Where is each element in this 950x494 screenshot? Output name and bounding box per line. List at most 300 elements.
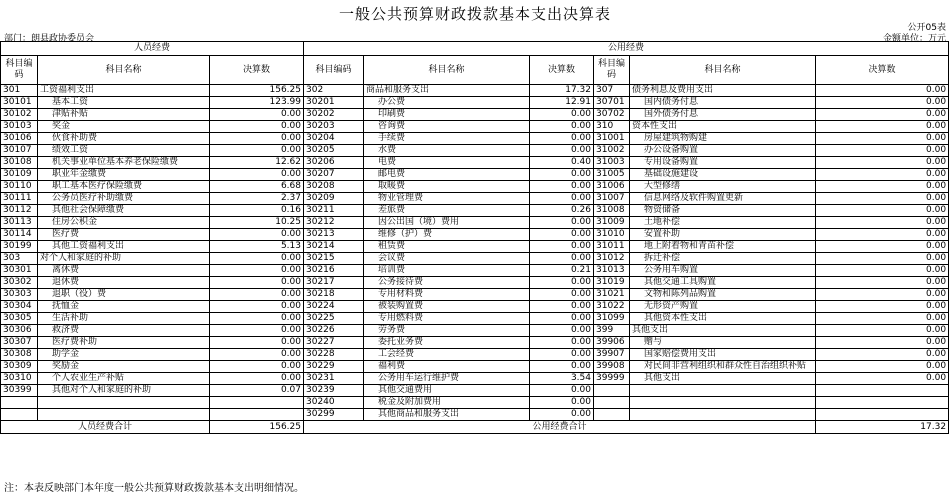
amount-value: 0.00 (816, 325, 949, 337)
form-number: 公开05表 (907, 23, 946, 33)
footnote: 注：本表反映部门本年度一般公共预算财政拨款基本支出明细情况。 (4, 483, 304, 494)
subject-code: 30109 (1, 169, 38, 181)
subject-code: 30212 (304, 217, 364, 229)
subject-name: 赠与 (630, 337, 816, 349)
subject-name: 机关事业单位基本养老保险缴费 (38, 157, 210, 169)
subject-code (594, 409, 630, 421)
page-title: 一般公共预算财政拨款基本支出决算表 (338, 5, 611, 23)
subject-code: 30112 (1, 205, 38, 217)
amount-value: 0.26 (530, 205, 594, 217)
code-header: 科目编码 (1, 56, 38, 85)
subject-name: 医疗费补助 (38, 337, 210, 349)
subject-name: 医疗费 (38, 229, 210, 241)
subject-name (630, 409, 816, 421)
table-row (1, 133, 949, 145)
subject-code: 31005 (594, 169, 630, 181)
subject-name: 租赁费 (364, 241, 530, 253)
subject-code: 31009 (594, 217, 630, 229)
subject-name: 商品和服务支出 (364, 85, 530, 97)
table-row (1, 313, 949, 325)
subject-name: 培训费 (364, 265, 530, 277)
subject-name: 伙食补助费 (38, 133, 210, 145)
subject-code: 30302 (1, 277, 38, 289)
subject-code: 30201 (304, 97, 364, 109)
subject-code: 30199 (1, 241, 38, 253)
amount-value: 0.16 (210, 205, 304, 217)
amount-value: 0.00 (530, 253, 594, 265)
personnel-total-label: 人员经费合计 (1, 421, 210, 434)
subject-name: 其他对个人和家庭的补助 (38, 385, 210, 397)
subject-name: 被装购置费 (364, 301, 530, 313)
table-row (1, 181, 949, 193)
subject-code: 30209 (304, 193, 364, 205)
subject-name: 水费 (364, 145, 530, 157)
amount-value: 0.00 (210, 121, 304, 133)
subject-code: 31010 (594, 229, 630, 241)
amount-value: 0.00 (816, 229, 949, 241)
subject-code: 30304 (1, 301, 38, 313)
amount-value: 0.00 (816, 289, 949, 301)
subject-name: 国家赔偿费用支出 (630, 349, 816, 361)
subject-code: 30702 (594, 109, 630, 121)
subject-name: 咨询费 (364, 121, 530, 133)
subject-code: 30114 (1, 229, 38, 241)
amount-value: 0.00 (530, 109, 594, 121)
subject-code: 30310 (1, 373, 38, 385)
subject-name: 其他资本性支出 (630, 313, 816, 325)
table-row (1, 109, 949, 121)
subject-name: 抚恤金 (38, 301, 210, 313)
amount-value: 0.00 (530, 277, 594, 289)
subject-code: 31019 (594, 277, 630, 289)
subject-name: 差旅费 (364, 205, 530, 217)
subject-name: 公务员医疗补助缴费 (38, 193, 210, 205)
amount-value: 0.00 (210, 373, 304, 385)
subject-name (38, 409, 210, 421)
subject-name: 个人农业生产补贴 (38, 373, 210, 385)
subject-code (594, 385, 630, 397)
subject-code: 30206 (304, 157, 364, 169)
amount-value: 0.00 (816, 277, 949, 289)
subject-name: 绩效工资 (38, 145, 210, 157)
amount-value: 0.00 (530, 349, 594, 361)
table-row (1, 121, 949, 133)
subject-code: 30217 (304, 277, 364, 289)
amount-value: 0.00 (816, 193, 949, 205)
subject-name: 劳务费 (364, 325, 530, 337)
amount-value: 0.00 (816, 373, 949, 385)
subject-code: 30207 (304, 169, 364, 181)
amount-value: 0.00 (530, 217, 594, 229)
subject-code: 39906 (594, 337, 630, 349)
department-label: 部门：朗县政协委员会 (4, 34, 95, 44)
subject-name: 离休费 (38, 265, 210, 277)
amount-value: 17.32 (530, 85, 594, 97)
amount-value: 0.00 (816, 205, 949, 217)
subject-code: 30213 (304, 229, 364, 241)
subject-name: 对民间非营利组织和群众性自治组织补贴 (630, 361, 816, 373)
table-row (1, 97, 949, 109)
amount-value: 0.00 (210, 313, 304, 325)
amount-value: 0.00 (816, 349, 949, 361)
subject-code: 30231 (304, 373, 364, 385)
amount-value: 0.40 (530, 157, 594, 169)
amount-value: 0.00 (210, 169, 304, 181)
amount-value: 0.00 (530, 397, 594, 409)
subject-name: 办公费 (364, 97, 530, 109)
subject-code: 30216 (304, 265, 364, 277)
subject-name: 专用燃料费 (364, 313, 530, 325)
subject-code: 30113 (1, 217, 38, 229)
code-header: 科目编码 (594, 56, 630, 85)
subject-name: 福利费 (364, 361, 530, 373)
subject-name: 其他工资福利支出 (38, 241, 210, 253)
subject-name (630, 385, 816, 397)
subject-code: 31002 (594, 145, 630, 157)
subject-name: 房屋建筑物购建 (630, 133, 816, 145)
table-row (1, 409, 949, 421)
totals-row (1, 421, 949, 434)
amount-value: 0.00 (530, 409, 594, 421)
subject-name: 物资储备 (630, 205, 816, 217)
amount-value: 0.00 (210, 133, 304, 145)
subject-code: 31011 (594, 241, 630, 253)
subject-code: 31013 (594, 265, 630, 277)
subject-name: 委托业务费 (364, 337, 530, 349)
table-row (1, 289, 949, 301)
subject-name: 信息网络及软件购置更新 (630, 193, 816, 205)
subject-code: 30229 (304, 361, 364, 373)
amount-value: 0.00 (816, 145, 949, 157)
subject-code: 30204 (304, 133, 364, 145)
amount-value: 0.00 (530, 133, 594, 145)
amount-value: 10.25 (210, 217, 304, 229)
subject-code: 30308 (1, 349, 38, 361)
amount-value (816, 397, 949, 409)
subject-name: 电费 (364, 157, 530, 169)
subject-name: 基本工资 (38, 97, 210, 109)
table-row (1, 301, 949, 313)
amount-value: 0.00 (816, 133, 949, 145)
amount-header: 决算数 (210, 56, 304, 85)
name-header: 科目名称 (38, 56, 210, 85)
amount-value: 0.00 (210, 361, 304, 373)
subject-code: 310 (594, 121, 630, 133)
amount-value: 0.00 (816, 241, 949, 253)
amount-value: 0.00 (816, 253, 949, 265)
subject-code: 30108 (1, 157, 38, 169)
subject-name: 其他社会保障缴费 (38, 205, 210, 217)
subject-code: 31099 (594, 313, 630, 325)
amount-value: 12.62 (210, 157, 304, 169)
amount-value: 0.00 (530, 169, 594, 181)
subject-name: 文物和陈列品购置 (630, 289, 816, 301)
amount-value: 0.00 (816, 181, 949, 193)
subject-name: 工资福利支出 (38, 85, 210, 97)
table-row (1, 265, 949, 277)
amount-value: 123.99 (210, 97, 304, 109)
amount-value (210, 397, 304, 409)
amount-value (210, 409, 304, 421)
subject-code: 30227 (304, 337, 364, 349)
subject-name (38, 397, 210, 409)
amount-value: 0.00 (816, 301, 949, 313)
amount-value: 0.00 (816, 121, 949, 133)
subject-code: 30205 (304, 145, 364, 157)
table-row (1, 253, 949, 265)
subject-name: 公务接待费 (364, 277, 530, 289)
subject-code (594, 397, 630, 409)
subject-name: 国内债务付息 (630, 97, 816, 109)
subject-name: 生活补助 (38, 313, 210, 325)
amount-value: 0.00 (530, 325, 594, 337)
table-row (1, 145, 949, 157)
amount-value: 0.00 (530, 301, 594, 313)
subject-code: 30224 (304, 301, 364, 313)
table-row (1, 193, 949, 205)
subject-code: 31021 (594, 289, 630, 301)
subject-code: 30111 (1, 193, 38, 205)
amount-value: 0.00 (210, 145, 304, 157)
amount-value: 12.91 (530, 97, 594, 109)
subject-name: 助学金 (38, 349, 210, 361)
subject-name: 其他支出 (630, 325, 816, 337)
subject-code: 30203 (304, 121, 364, 133)
subject-name: 资本性支出 (630, 121, 816, 133)
amount-value: 0.00 (816, 265, 949, 277)
amount-value: 0.00 (210, 325, 304, 337)
subject-code: 399 (594, 325, 630, 337)
subject-code: 302 (304, 85, 364, 97)
subject-code: 30102 (1, 109, 38, 121)
subject-name: 其他交通费用 (364, 385, 530, 397)
subject-name: 拆迁补偿 (630, 253, 816, 265)
subject-name: 大型修缮 (630, 181, 816, 193)
amount-value: 0.00 (530, 181, 594, 193)
amount-value: 3.54 (530, 373, 594, 385)
subject-name: 津贴补贴 (38, 109, 210, 121)
personnel-total-value: 156.25 (210, 421, 304, 434)
subject-code: 30107 (1, 145, 38, 157)
amount-value: 0.00 (530, 121, 594, 133)
subject-name: 地上附着物和青苗补偿 (630, 241, 816, 253)
subject-name: 奖励金 (38, 361, 210, 373)
table-row (1, 349, 949, 361)
subject-name: 印刷费 (364, 109, 530, 121)
code-header: 科目编码 (304, 56, 364, 85)
subject-name: 因公出国（境）费用 (364, 217, 530, 229)
subject-code: 30299 (304, 409, 364, 421)
amount-value: 0.21 (530, 265, 594, 277)
public-header: 公用经费 (304, 42, 949, 56)
table-row (1, 157, 949, 169)
amount-value: 6.68 (210, 181, 304, 193)
amount-value: 0.00 (210, 265, 304, 277)
amount-value: 0.00 (530, 193, 594, 205)
subject-name: 物业管理费 (364, 193, 530, 205)
name-header: 科目名称 (364, 56, 530, 85)
subject-code: 30303 (1, 289, 38, 301)
subject-code: 30106 (1, 133, 38, 145)
table-row (1, 385, 949, 397)
table-row (1, 217, 949, 229)
amount-header: 决算数 (816, 56, 949, 85)
subject-name: 债务利息及费用支出 (630, 85, 816, 97)
amount-value: 156.25 (210, 85, 304, 97)
subject-code: 30309 (1, 361, 38, 373)
amount-value: 0.00 (816, 109, 949, 121)
subject-code: 30110 (1, 181, 38, 193)
table-row (1, 337, 949, 349)
subject-code: 30228 (304, 349, 364, 361)
amount-value: 0.00 (210, 229, 304, 241)
amount-value: 0.00 (210, 301, 304, 313)
amount-header: 决算数 (530, 56, 594, 85)
amount-value: 0.00 (210, 289, 304, 301)
subject-name: 职业年金缴费 (38, 169, 210, 181)
subject-code: 30218 (304, 289, 364, 301)
subject-name: 专用设备购置 (630, 157, 816, 169)
subject-code: 307 (594, 85, 630, 97)
subject-name: 其他交通工具购置 (630, 277, 816, 289)
amount-value: 0.00 (210, 349, 304, 361)
amount-value: 0.00 (816, 97, 949, 109)
subject-name: 住房公积金 (38, 217, 210, 229)
subject-name: 办公设备购置 (630, 145, 816, 157)
subject-code: 30226 (304, 325, 364, 337)
subject-name: 国外债务付息 (630, 109, 816, 121)
subject-code: 30103 (1, 121, 38, 133)
subject-code: 30239 (304, 385, 364, 397)
amount-value: 0.00 (530, 385, 594, 397)
subject-code: 30701 (594, 97, 630, 109)
amount-value: 0.00 (816, 169, 949, 181)
table-row (1, 241, 949, 253)
subject-code: 30214 (304, 241, 364, 253)
amount-value: 0.00 (210, 337, 304, 349)
amount-value: 2.37 (210, 193, 304, 205)
subject-name: 税金及附加费用 (364, 397, 530, 409)
table-row (1, 373, 949, 385)
subject-name: 取暖费 (364, 181, 530, 193)
table-row (1, 277, 949, 289)
subject-name: 维修（护）费 (364, 229, 530, 241)
subject-name: 安置补助 (630, 229, 816, 241)
subject-code: 30306 (1, 325, 38, 337)
subject-name: 退职（役）费 (38, 289, 210, 301)
table-row (1, 325, 949, 337)
amount-value: 0.00 (210, 277, 304, 289)
expenditure-table (0, 41, 949, 434)
subject-name: 无形资产购置 (630, 301, 816, 313)
amount-value (816, 385, 949, 397)
public-total-label: 公用经费合计 (304, 421, 816, 434)
amount-value: 0.00 (530, 313, 594, 325)
subject-code: 31007 (594, 193, 630, 205)
amount-value: 0.00 (210, 109, 304, 121)
subject-name: 职工基本医疗保险缴费 (38, 181, 210, 193)
subject-code: 31003 (594, 157, 630, 169)
subject-code: 30399 (1, 385, 38, 397)
amount-value: 0.00 (530, 289, 594, 301)
amount-value: 0.00 (816, 85, 949, 97)
amount-value: 0.00 (210, 253, 304, 265)
subject-name: 对个人和家庭的补助 (38, 253, 210, 265)
subject-name: 奖金 (38, 121, 210, 133)
subject-code: 30240 (304, 397, 364, 409)
amount-value: 0.00 (816, 361, 949, 373)
table-row (1, 205, 949, 217)
subject-code: 31006 (594, 181, 630, 193)
subject-code: 31022 (594, 301, 630, 313)
subject-code: 30202 (304, 109, 364, 121)
amount-value: 0.00 (816, 157, 949, 169)
amount-value: 0.00 (530, 229, 594, 241)
subject-code: 30305 (1, 313, 38, 325)
subject-name: 退休费 (38, 277, 210, 289)
subject-code: 39908 (594, 361, 630, 373)
subject-name: 其他商品和服务支出 (364, 409, 530, 421)
amount-value: 5.13 (210, 241, 304, 253)
subject-code: 30307 (1, 337, 38, 349)
amount-value: 0.00 (530, 241, 594, 253)
subject-name: 专用材料费 (364, 289, 530, 301)
subject-code: 30101 (1, 97, 38, 109)
subject-name: 基础设施建设 (630, 169, 816, 181)
amount-value: 0.00 (530, 145, 594, 157)
amount-unit-label: 金额单位：万元 (882, 34, 946, 44)
subject-code: 31008 (594, 205, 630, 217)
subject-code: 30211 (304, 205, 364, 217)
table-row (1, 169, 949, 181)
subject-name: 土地补偿 (630, 217, 816, 229)
amount-value: 0.00 (530, 361, 594, 373)
table-row (1, 397, 949, 409)
subject-code: 39999 (594, 373, 630, 385)
subject-name: 会议费 (364, 253, 530, 265)
amount-value (816, 409, 949, 421)
name-header: 科目名称 (630, 56, 816, 85)
subject-code: 30208 (304, 181, 364, 193)
public-total-value: 17.32 (816, 421, 949, 434)
subject-name: 邮电费 (364, 169, 530, 181)
amount-value: 0.00 (816, 337, 949, 349)
table-row (1, 229, 949, 241)
subject-code (1, 409, 38, 421)
subject-code: 39907 (594, 349, 630, 361)
subject-code: 301 (1, 85, 38, 97)
subject-name: 公务用车运行维护费 (364, 373, 530, 385)
subject-code: 30215 (304, 253, 364, 265)
subject-code: 303 (1, 253, 38, 265)
subject-name: 公务用车购置 (630, 265, 816, 277)
subject-code (1, 397, 38, 409)
amount-value: 0.00 (530, 337, 594, 349)
table-row (1, 85, 949, 97)
subject-code: 31001 (594, 133, 630, 145)
personnel-header: 人员经费 (1, 42, 304, 56)
table-row (1, 361, 949, 373)
subject-name: 手续费 (364, 133, 530, 145)
subject-name: 其他支出 (630, 373, 816, 385)
subject-name: 工会经费 (364, 349, 530, 361)
subject-name: 救济费 (38, 325, 210, 337)
subject-code: 30301 (1, 265, 38, 277)
amount-value: 0.00 (816, 217, 949, 229)
subject-name (630, 397, 816, 409)
amount-value: 0.07 (210, 385, 304, 397)
subject-code: 31012 (594, 253, 630, 265)
